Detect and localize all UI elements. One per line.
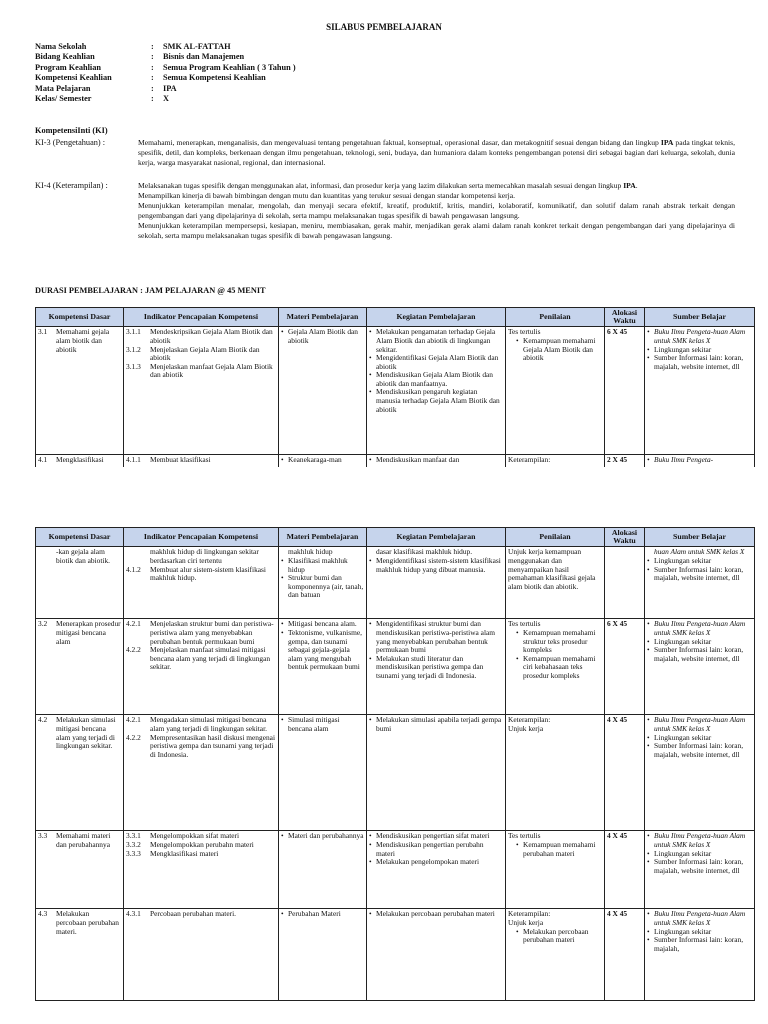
cell-kd — [36, 831, 124, 909]
ki3-text-b: pada tingkat teknis, spesifik, detil, dan kompleks, berkenaan dengan ilmu pengetahuan, teknologi, seni, budaya, dan humaniora dalam konteks pengembangan potensi diri sebagai bagian dari keluarga, sekolah, dunia kerja, warga masyarakat nasional, regional, dan internasional. — [138, 138, 735, 168]
list-item: • Mendiskusikan pengaruh kegiatan manusia terhadap Gejala Alam Biotik dan abiotik — [369, 388, 503, 414]
indicator-text: Mempresentasikan hasil diskusi mengenai peristiwa gempa dan tsunami yang terjadi di Indonesia. — [150, 732, 275, 759]
indicator-item — [126, 850, 276, 859]
meta-row-competency — [35, 73, 595, 83]
header-indikator: Indikator Pencapaian Kompetensi — [124, 308, 279, 327]
ki4-paragraph — [138, 181, 735, 191]
indicator-number: 4.3.1 — [126, 909, 141, 919]
kd-text: -kan gejala alam biotik dan abiotik. — [56, 547, 110, 565]
indicator-number: 4.1.1 — [126, 455, 141, 465]
syllabus-table-page-2 — [35, 527, 755, 1001]
header-alokasi: Alokasi Waktu — [605, 308, 645, 327]
materi-text: makhluk hidup — [288, 547, 333, 557]
indicator-text: Mengklasifikasi materi — [150, 848, 219, 858]
list-item: • Sumber Informasi lain: koran, majalah, website internet, dll — [647, 566, 752, 583]
list-item: • Materi dan perubahannya — [281, 832, 364, 841]
kd-number: 3.3 — [38, 831, 48, 841]
meta-colon: : — [151, 52, 154, 62]
header-kegiatan: Kegiatan Pembelajaran — [367, 308, 506, 327]
list-item: • Lingkungan sekitar — [647, 850, 752, 859]
table-row — [36, 455, 755, 467]
cell-kegiatan — [367, 547, 506, 619]
cell-kd — [36, 547, 124, 619]
cell-alokasi: 6 X 45 — [605, 327, 645, 455]
cell-indikator — [124, 715, 279, 831]
list-item: • Buku Ilmu Pengeta-huan Alam untuk SMK kelas X — [647, 328, 752, 345]
meta-row-field — [35, 52, 595, 62]
meta-label: Kelas/ Semester — [35, 93, 92, 103]
ki3-label: KI-3 (Pengetahuan) : — [35, 138, 106, 147]
cell-sumber — [645, 909, 755, 1001]
header-sumber: Sumber Belajar — [645, 308, 755, 327]
meta-label: Kompetensi Keahlian — [35, 73, 112, 83]
list-item: • Sumber Informasi lain: koran, majalah, website internet, dll — [647, 742, 752, 759]
cell-sumber — [645, 327, 755, 455]
header-penilaian: Penilaian — [506, 308, 605, 327]
indicator-text: Menjelaskan manfaat Gejala Alam Biotik dan abiotik — [150, 361, 273, 380]
indicator-text: Menjelaskan Gejala Alam Biotik dan abiotik — [150, 344, 260, 363]
meta-colon: : — [151, 62, 154, 72]
cell-penilaian — [506, 909, 605, 1001]
list-item: • Mengidentifikasi Gejala Alam Biotik dan abiotik — [369, 354, 503, 371]
school-info — [35, 42, 595, 104]
duration-heading: DURASI PEMBELAJARAN : JAM PELAJARAN @ 45 MENIT — [35, 286, 266, 295]
header-materi: Materi Pembelajaran — [279, 308, 367, 327]
cell-alokasi — [605, 547, 645, 619]
cell-alokasi: 4 X 45 — [605, 831, 645, 909]
ki4-paragraph: Menunjukkan keterampilan menalar, mengolah, dan menyaji secara efektif, kreatif, produktif, kritis, mandiri, kolaboratif, komunikatif, dan solutif dalam ranah abstrak terkait dengan pengembangan dari yang dipelajarinya di sekolah, serta mampu melaksanakan tugas spesifik di bawah pengawasan langsung. — [138, 201, 735, 221]
indicator-item — [126, 328, 276, 345]
meta-label: Program Keahlian — [35, 62, 101, 72]
ki4-label: KI-4 (Keterampilan) : — [35, 181, 108, 190]
ki4-paragraph: Menunjukkan keterampilan mempersepsi, kesiapan, meniru, membiasakan, gerak mahir, menjadikan gerak alami dalam ranah konkret terkait dengan pengembangan dari yang dipelajarinya di sekolah, serta mampu melaksanakan tugas spesifik di bawah pengawasan langsung. — [138, 221, 735, 241]
indicator-item — [126, 646, 276, 672]
indicator-text: Mengadakan simulasi mitigasi bencana alam yang terjadi di lingkungan sekitar. — [150, 715, 267, 733]
indicator-text: Menjelaskan manfaat simulasi mitigasi bencana alam yang terjadi di lingkungan sekitar. — [150, 645, 271, 672]
header-sumber: Sumber Belajar — [645, 528, 755, 547]
indicator-text: Membuat klasifikasi — [150, 455, 211, 465]
list-item: • Kemampuan memahami ciri kebahasaan teks prosedur kompleks — [516, 655, 602, 681]
ki3-block — [35, 138, 735, 168]
cell-kd — [36, 715, 124, 831]
meta-value: Bisnis dan Manajemen — [163, 52, 245, 62]
meta-label: Mata Pelajaran — [35, 83, 91, 93]
indicator-text: Percobaan perubahan materi. — [150, 909, 236, 919]
sumber-text: huan Alam untuk SMK kelas X — [654, 547, 745, 557]
header-kompetensi-dasar: Kompetensi Dasar — [36, 528, 124, 547]
ki3-subject: IPA — [660, 138, 674, 147]
meta-row-program — [35, 63, 595, 73]
list-item: • Melakukan percobaan perubahan materi — [516, 928, 602, 945]
cell-kegiatan — [367, 909, 506, 1001]
indicator-number: 4.2.2 — [126, 732, 141, 742]
indicator-text: makhluk hidup di lingkungan sekitar berdasarkan ciri tertentu — [150, 547, 259, 565]
cell-alokasi: 4 X 45 — [605, 909, 645, 1001]
cell-materi — [279, 619, 367, 715]
kegiatan-text: dasar klasifikasi makhluk hidup. — [376, 547, 473, 557]
indicator-item — [126, 620, 276, 646]
assessment-subtype: Unjuk kerja — [508, 723, 544, 733]
list-item: • Sumber Informasi lain: koran, majalah, website internet, dll — [647, 646, 752, 663]
meta-value: Semua Program Keahlian ( 3 Tahun ) — [163, 62, 296, 72]
meta-row-school — [35, 42, 595, 52]
cell-alokasi: 6 X 45 — [605, 619, 645, 715]
list-item: • Mendiskusikan manfaat dan — [369, 456, 503, 465]
indicator-text: Mendeskripsikan Gejala Alam Biotik dan abiotik — [150, 327, 273, 345]
cell-penilaian — [506, 831, 605, 909]
list-item: • Melakukan pengamatan terhadap Gejala Alam Biotik dan abiotik di lingkungan sekitar. — [369, 328, 503, 354]
indicator-text: Mengelompokkan perubahn materi — [150, 839, 254, 849]
kd-text: Melakukan simulasi mitigasi bencana alam yang terjadi di lingkungan sekitar. — [56, 715, 116, 751]
ki3-text — [138, 138, 735, 168]
meta-colon: : — [151, 42, 154, 51]
indicator-number: 3.1.2 — [126, 344, 141, 354]
list-item: • Lingkungan sekitar — [647, 557, 752, 566]
kd-number: 4.2 — [38, 715, 48, 725]
cell-indikator — [124, 619, 279, 715]
ki4-text — [138, 181, 735, 241]
ki-header: KompetensiInti (KI) — [35, 126, 108, 135]
indicator-item — [126, 346, 276, 363]
list-item: • Kemampuan memahami struktur teks prosedur kompleks — [516, 629, 602, 655]
meta-row-class — [35, 94, 595, 104]
assessment-type: Tes tertulis — [508, 327, 541, 337]
meta-label: Bidang Keahlian — [35, 52, 95, 62]
cell-kegiatan — [367, 619, 506, 715]
indicator-number: 3.1.1 — [126, 327, 141, 337]
indicator-text: Membuat alur sistem-sistem klasifikasi makhluk hidup. — [150, 564, 266, 583]
kd-number: 4.1 — [38, 455, 48, 465]
kd-text: Memahami materi dan perubahannya — [56, 831, 111, 849]
list-item: • Perubahan Materi — [281, 910, 364, 919]
list-item: • Keanekaraga-man — [281, 456, 364, 465]
cell-kd — [36, 909, 124, 1001]
header-alokasi: Alokasi Waktu — [605, 528, 645, 547]
cell-sumber — [645, 831, 755, 909]
meta-value: X — [163, 93, 169, 103]
indicator-item — [126, 456, 276, 465]
indicator-number: 3.3.3 — [126, 848, 141, 858]
cell-penilaian: Keterampilan: — [506, 455, 605, 467]
cell-kegiatan — [367, 455, 506, 467]
header-kompetensi-dasar: Kompetensi Dasar — [36, 308, 124, 327]
list-item: • Lingkungan sekitar — [647, 638, 752, 647]
cell-alokasi: 2 X 45 — [605, 455, 645, 467]
list-item: • Buku Ilmu Pengeta- — [647, 456, 752, 465]
meta-value: SMK AL-FATTAH — [163, 42, 231, 51]
meta-colon: : — [151, 93, 154, 103]
assessment-type: Tes tertulis — [508, 619, 541, 629]
ki4-subject: IPA — [623, 181, 636, 190]
cell-sumber — [645, 547, 755, 619]
table-row — [36, 547, 755, 619]
list-item: • Kemampuan memahami perubahan materi — [516, 841, 602, 858]
cell-sumber — [645, 455, 755, 467]
indicator-number: 3.3.2 — [126, 839, 141, 849]
list-item: • Mendiskusikan Gejala Alam Biotik dan abiotik dan manfaatnya. — [369, 371, 503, 388]
list-item: • Lingkungan sekitar — [647, 734, 752, 743]
table-row — [36, 831, 755, 909]
meta-colon: : — [151, 73, 154, 83]
indicator-item — [126, 910, 276, 919]
header-materi: Materi Pembelajaran — [279, 528, 367, 547]
indicator-item — [126, 716, 276, 733]
table-row — [36, 619, 755, 715]
ki4-block — [35, 181, 735, 241]
ki4-text-b: . — [635, 181, 638, 190]
list-item: • Melakukan percobaan perubahan materi — [369, 910, 503, 919]
syllabus-table-page-1 — [35, 307, 755, 467]
cell-alokasi: 4 X 45 — [605, 715, 645, 831]
indicator-text: Mengelompokkan sifat materi — [150, 831, 240, 841]
cell-kegiatan — [367, 327, 506, 455]
list-item: • Sumber Informasi lain: koran, majalah, website internet, dll — [647, 858, 752, 875]
list-item: • Tektonisme, vulkanisme, gempa, dan tsunami sebagai gejala-gejala alam yang mengubah bentuk permukaan bumi — [281, 629, 364, 672]
list-item: • Lingkungan sekitar — [647, 928, 752, 937]
table-row — [36, 909, 755, 1001]
header-penilaian: Penilaian — [506, 528, 605, 547]
list-item: • Sumber Informasi lain: koran, majalah, — [647, 936, 752, 953]
list-item: • Buku Ilmu Pengeta-huan Alam untuk SMK kelas X — [647, 832, 752, 849]
kd-number: 4.3 — [38, 909, 48, 919]
assessment-type: Keterampilan: — [508, 715, 551, 725]
cell-kd — [36, 327, 124, 455]
list-item: • Mengidentifikasi struktur bumi dan mendiskusikan peristiwa-peristiwa alam yang menyebabkan perubahan bentuk permukaan bumi — [369, 620, 503, 654]
list-item: • Melakukan simulasi apabila terjadi gempa bumi — [369, 716, 503, 733]
cell-penilaian: Unjuk kerja kemampuan menggunakan dan menyampaikan hasil pemahaman klasifikasi gejala alam biotik dan abiotik. — [506, 547, 605, 619]
assessment-subtype: Unjuk kerja — [508, 917, 544, 927]
cell-materi — [279, 909, 367, 1001]
cell-materi — [279, 327, 367, 455]
list-item: • Buku Ilmu Pengeta-huan Alam untuk SMK kelas X — [647, 716, 752, 733]
list-item: • Mendiskusikan pengertian sifat materi — [369, 832, 503, 841]
list-item: • Melakukan studi literatur dan mendiskusikan peristiwa gempa dan tsunami yang terjadi di Indonesia. — [369, 655, 503, 681]
ki3-text-a: Memahami, menerapkan, menganalisis, dan mengevaluasi tentang pengetahuan faktual, konseptual, operasional dasar, dan metakognitif sesuai dengan bidang dan lingkup — [138, 138, 661, 147]
cell-materi — [279, 715, 367, 831]
ki4-paragraph: Menampilkan kinerja di bawah bimbingan dengan mutu dan kuantitas yang terukur sesuai dengan standar kompetensi kerja. — [138, 191, 516, 201]
list-item: • Simulasi mitigasi bencana alam — [281, 716, 364, 733]
cell-penilaian — [506, 327, 605, 455]
meta-row-subject — [35, 84, 595, 94]
cell-indikator — [124, 547, 279, 619]
cell-indikator — [124, 909, 279, 1001]
indicator-number: 3.1.3 — [126, 361, 141, 371]
list-item: • Klasifikasi makhluk hidup — [281, 557, 364, 574]
cell-kegiatan — [367, 831, 506, 909]
list-item: • Mengidentifikasi sistem-sistem klasifikasi makhluk hidup yang dibuat manusia. — [369, 557, 503, 574]
indicator-number: 4.1.2 — [126, 564, 141, 574]
cell-kd — [36, 619, 124, 715]
table-row — [36, 715, 755, 831]
cell-kegiatan — [367, 715, 506, 831]
meta-colon: : — [151, 83, 154, 93]
table-header-row — [36, 528, 755, 547]
kd-number: 3.2 — [38, 619, 48, 629]
cell-materi — [279, 831, 367, 909]
indicator-number: 3.3.1 — [126, 831, 141, 841]
list-item: • Buku Ilmu Pengeta-huan Alam untuk SMK kelas X — [647, 910, 752, 927]
cell-materi — [279, 547, 367, 619]
list-item: • Mitigasi bencana alam. — [281, 620, 364, 629]
ki4-text-a: Melaksanakan tugas spesifik dengan menggunakan alat, informasi, dan prosedur kerja yang lazim dilakukan serta memecahkan masalah sesuai dengan lingkup — [138, 181, 624, 190]
indicator-item — [126, 363, 276, 380]
cell-sumber — [645, 715, 755, 831]
kd-text: Memahami gejala alam biotik dan abiotik — [56, 327, 110, 354]
document-title: SILABUS PEMBELAJARAN — [326, 22, 442, 32]
cell-kd — [36, 455, 124, 467]
assessment-type: Keterampilan: — [508, 909, 551, 919]
cell-materi — [279, 455, 367, 467]
meta-label: Nama Sekolah — [35, 42, 87, 51]
list-item: • Mendiskusikan pengertian perubahn materi — [369, 841, 503, 858]
list-item: • Kemampuan memahami Gejala Alam Biotik dan abiotik — [516, 337, 602, 363]
table-header-row — [36, 308, 755, 327]
cell-sumber — [645, 619, 755, 715]
cell-indikator — [124, 455, 279, 467]
kd-text: Melakukan percobaan perubahan materi. — [56, 909, 119, 936]
kd-number: 3.1 — [38, 327, 48, 337]
header-indikator: Indikator Pencapaian Kompetensi — [124, 528, 279, 547]
list-item: • Sumber Informasi lain: koran, majalah, website internet, dll — [647, 354, 752, 371]
meta-value: IPA — [163, 83, 177, 93]
indicator-number: 4.2.2 — [126, 645, 141, 655]
list-item: • Buku Ilmu Pengeta-huan Alam untuk SMK kelas X — [647, 620, 752, 637]
cell-penilaian — [506, 715, 605, 831]
indicator-item — [126, 566, 276, 583]
meta-value: Semua Kompetensi Keahlian — [163, 73, 266, 83]
list-item: • Struktur bumi dan komponennya (air, tanah, dan batuan — [281, 574, 364, 600]
cell-indikator — [124, 831, 279, 909]
kd-text: Menerapkan prosedur mitigasi bencana alam — [56, 619, 121, 646]
cell-penilaian — [506, 619, 605, 715]
kd-text: Mengklasifikasi — [56, 455, 104, 465]
indicator-text: Menjelaskan struktur bumi dan peristiwa-peristiwa alam yang menyebabkan perubahan bentuk permukaan bumi — [150, 619, 274, 646]
list-item: • Lingkungan sekitar — [647, 346, 752, 355]
list-item: • Gejala Alam Biotik dan abiotik — [281, 328, 364, 345]
indicator-number: 4.2.1 — [126, 715, 141, 725]
cell-indikator — [124, 327, 279, 455]
indicator-item — [126, 734, 276, 760]
header-kegiatan: Kegiatan Pembelajaran — [367, 528, 506, 547]
assessment-type: Tes tertulis — [508, 831, 541, 841]
table-row — [36, 327, 755, 455]
list-item: • Melakukan pengelompokan materi — [369, 858, 503, 867]
indicator-number: 4.2.1 — [126, 619, 141, 629]
